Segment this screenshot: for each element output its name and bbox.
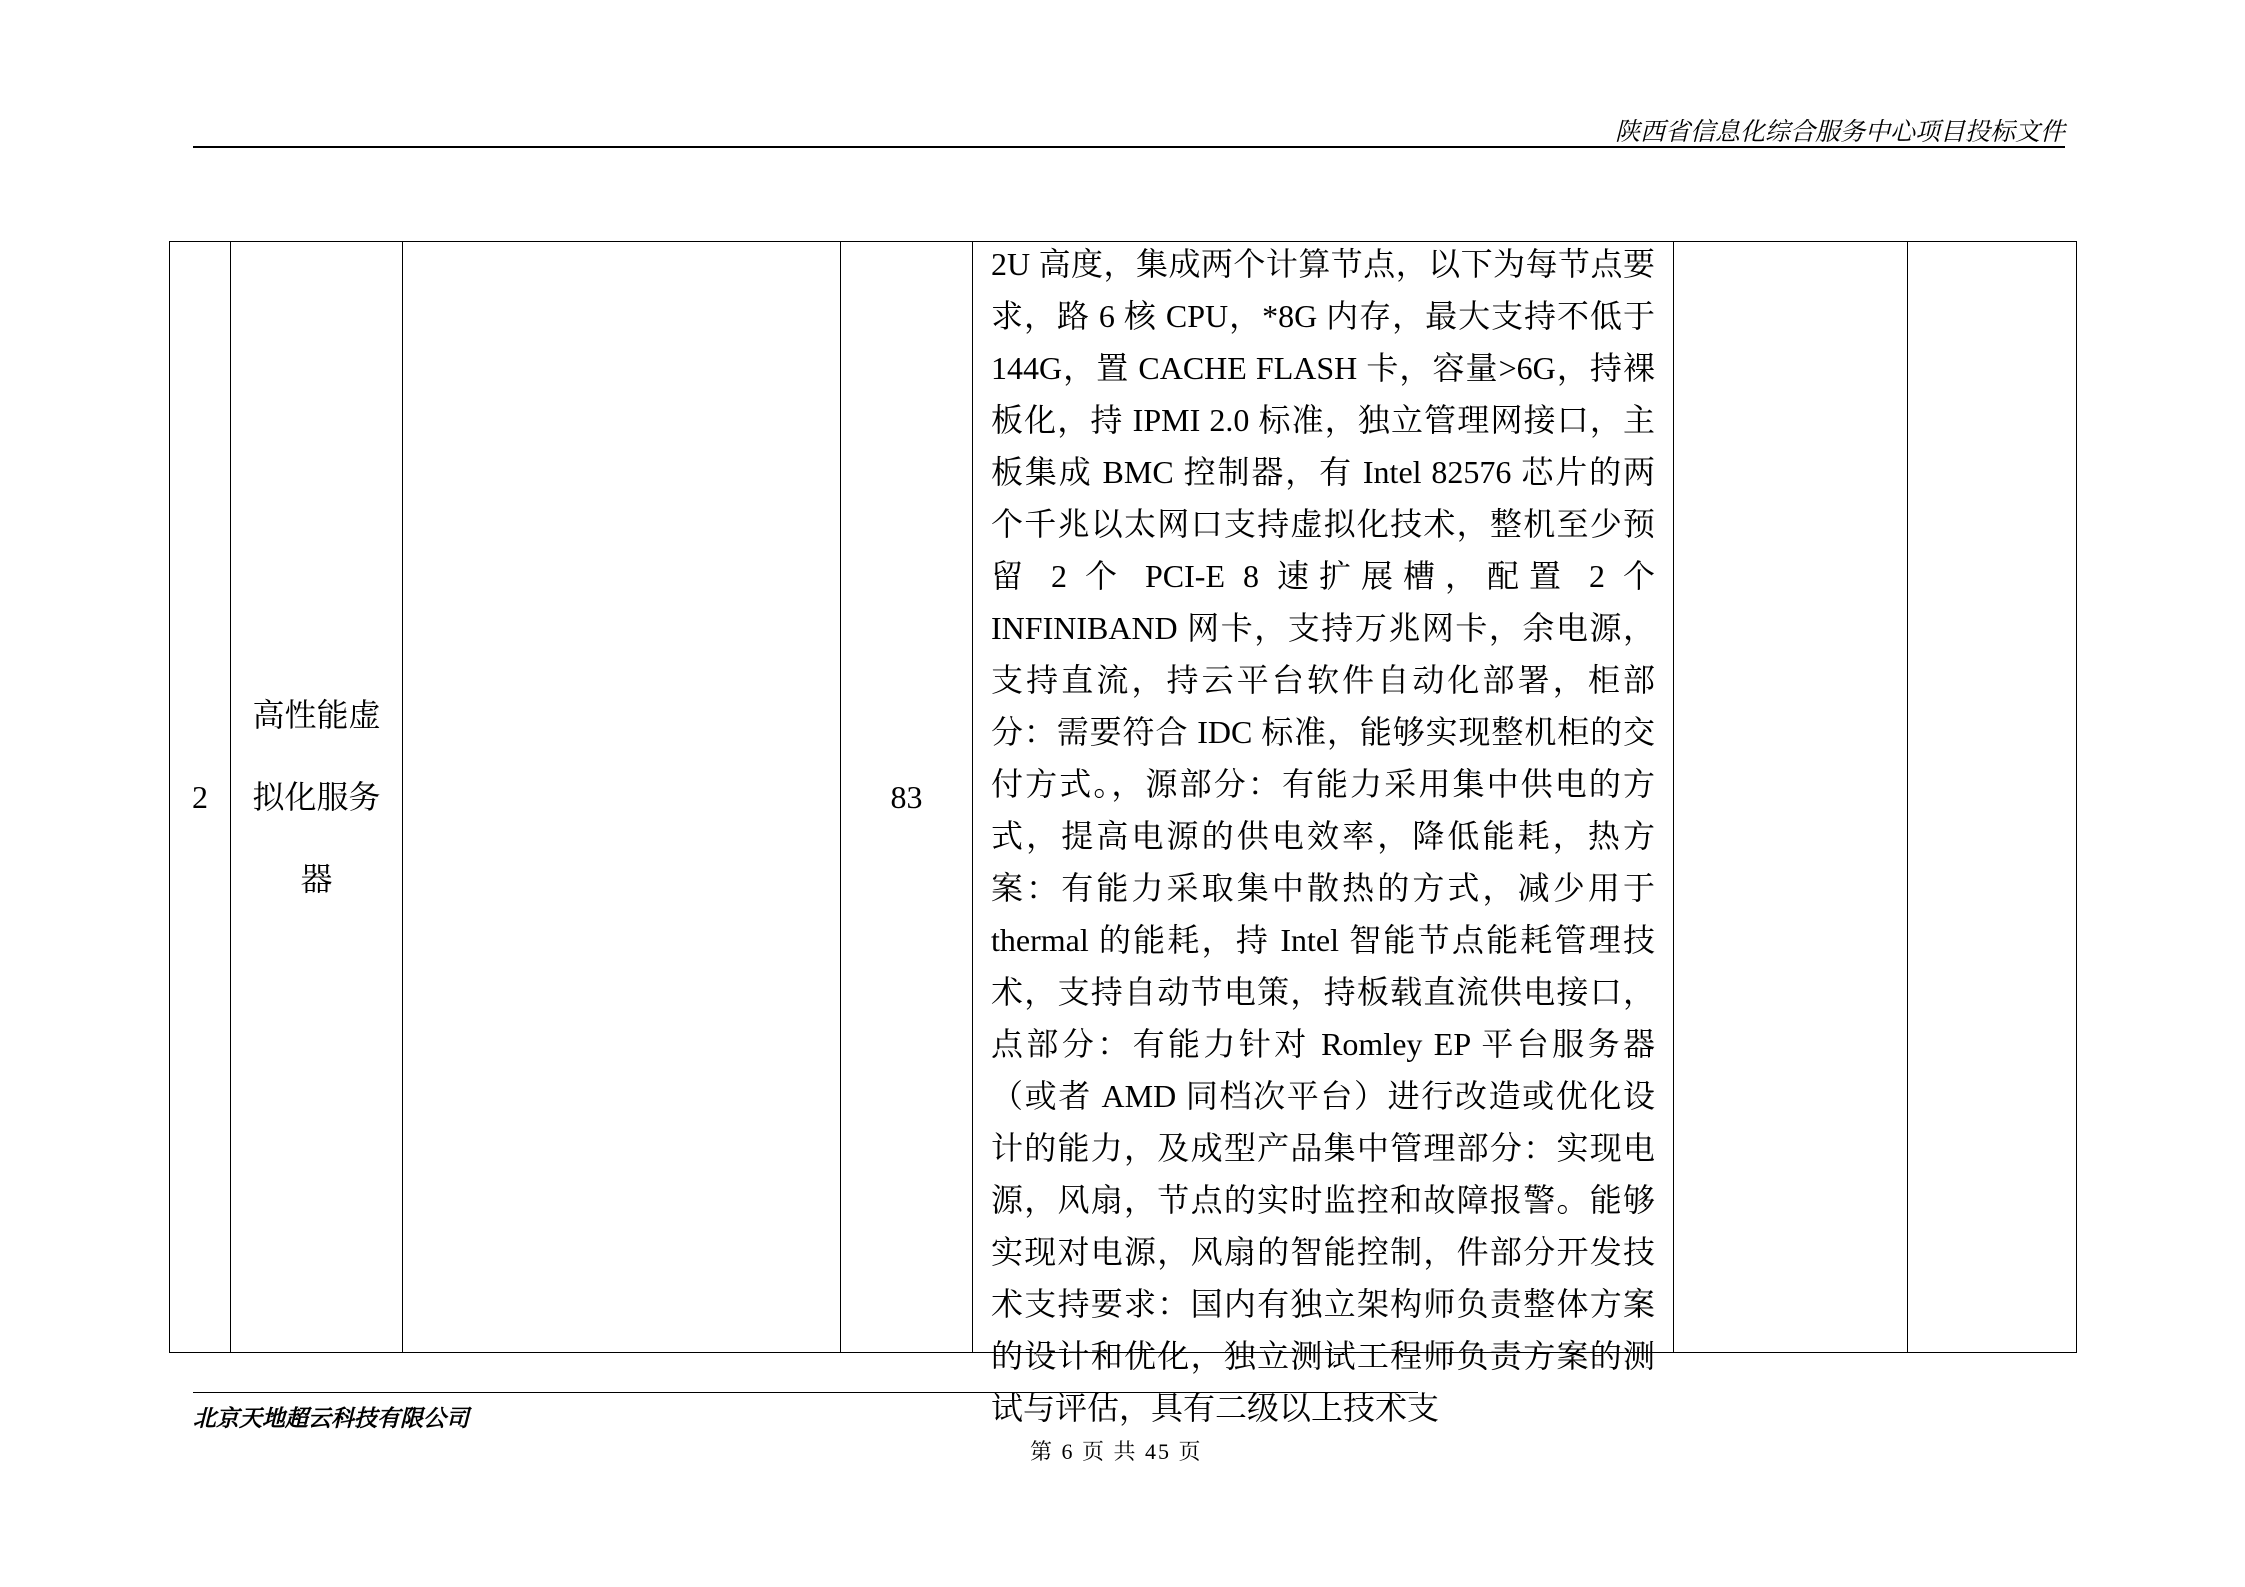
header-title: 陕西省信息化综合服务中心项目投标文件 [1614,119,2065,146]
item-name-line: 拟化服务 [252,779,381,815]
footer-rule [193,1392,1418,1393]
item-name [231,242,403,1353]
item-name-line: 器 [300,861,333,897]
header-rule [193,146,2065,148]
item-name-line: 高性能虚 [252,697,381,733]
spec-cell [973,242,1674,1426]
quantity-cell: 83 [841,242,973,1353]
empty-cell [1674,242,1908,1353]
spec-text: 2U 高度，集成两个计算节点，以下为每节点要求，路 6 核 CPU，*8G 内存，最大支持不低于 144G，置 CACHE FLASH 卡，容量>6G，持裸板化，持 IPMI 2.0 标准，独立管理网接口，主板集成 BMC 控制器，有 Intel 82576 芯片的两个千兆以太网口支持虚拟化技术，整机至少预留 2 个 PCI-E 8 速扩展槽，配置 2 个 INFINIBAND 网卡，支持万兆网卡，余电源，支持直流，持云平台软件自动化部署，柜部分：需要符合 IDC 标准，能够实现整机柜的交付方式。，源部分：有能力采用集中供电的方式，提高电源的供电效率，降低能耗，热方案：有能力采取集中散热的方式，减少用于 thermal 的能耗，持 Intel 智能节点能耗管理技术，支持自动节电策，持板载直流供电接口，点部分：有能力针对 Romley EP 平台服务器（或者 AMD 同档次平台）进行改造或优化设计的能力，及成型产品集中管理部分：实现电源，风扇，节点的实时监控和故障报警。能够实现对电源，风扇的智能控制，件部分开发技术支持要求：国内有独立架构师负责整体方案的设计和优化，独立测试工程师负责方案的测试与评估，具有二级以上技术支 [991,246,1655,1426]
empty-cell [1908,242,2077,1353]
row-index: 2 [170,242,231,1353]
page-number: 第 6 页 共 45 页 [1030,1439,1203,1464]
model-cell [403,242,841,1353]
footer-company: 北京天地超云科技有限公司 [193,1406,469,1431]
table-row [170,242,2077,1353]
